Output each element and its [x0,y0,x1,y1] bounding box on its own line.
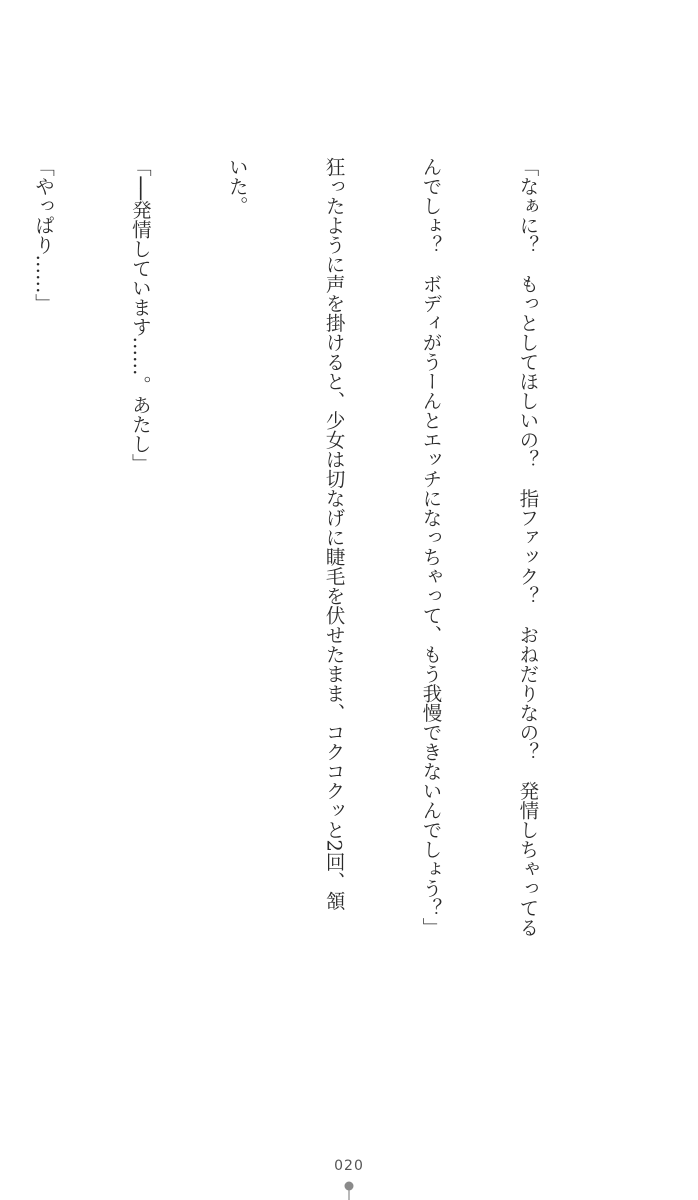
vertical-text-body [31,157,608,937]
text-line-3: 狂ったように声を掛けると、少女は切なげに睫毛を伏せたまま、コクコクッと2回、頷 [322,157,346,911]
text-line-1: 「なぁに？ もっとしてほしいの？ 指ファック？ おねだりなの？ 発情しちゃってる [516,157,540,937]
text-line-5: 「──発情しています……。あたし」 [128,157,152,473]
text-line-2: んでしょ？ ボディがうーんとエッチになっちゃって、もう我慢できないんでしょう？」 [419,157,443,937]
page-marker-icon [343,1180,355,1200]
text-line-6: 「やっぱり……」 [31,157,55,313]
text-line-4: いた。 [225,157,249,216]
page-number: 020 [334,1158,364,1174]
